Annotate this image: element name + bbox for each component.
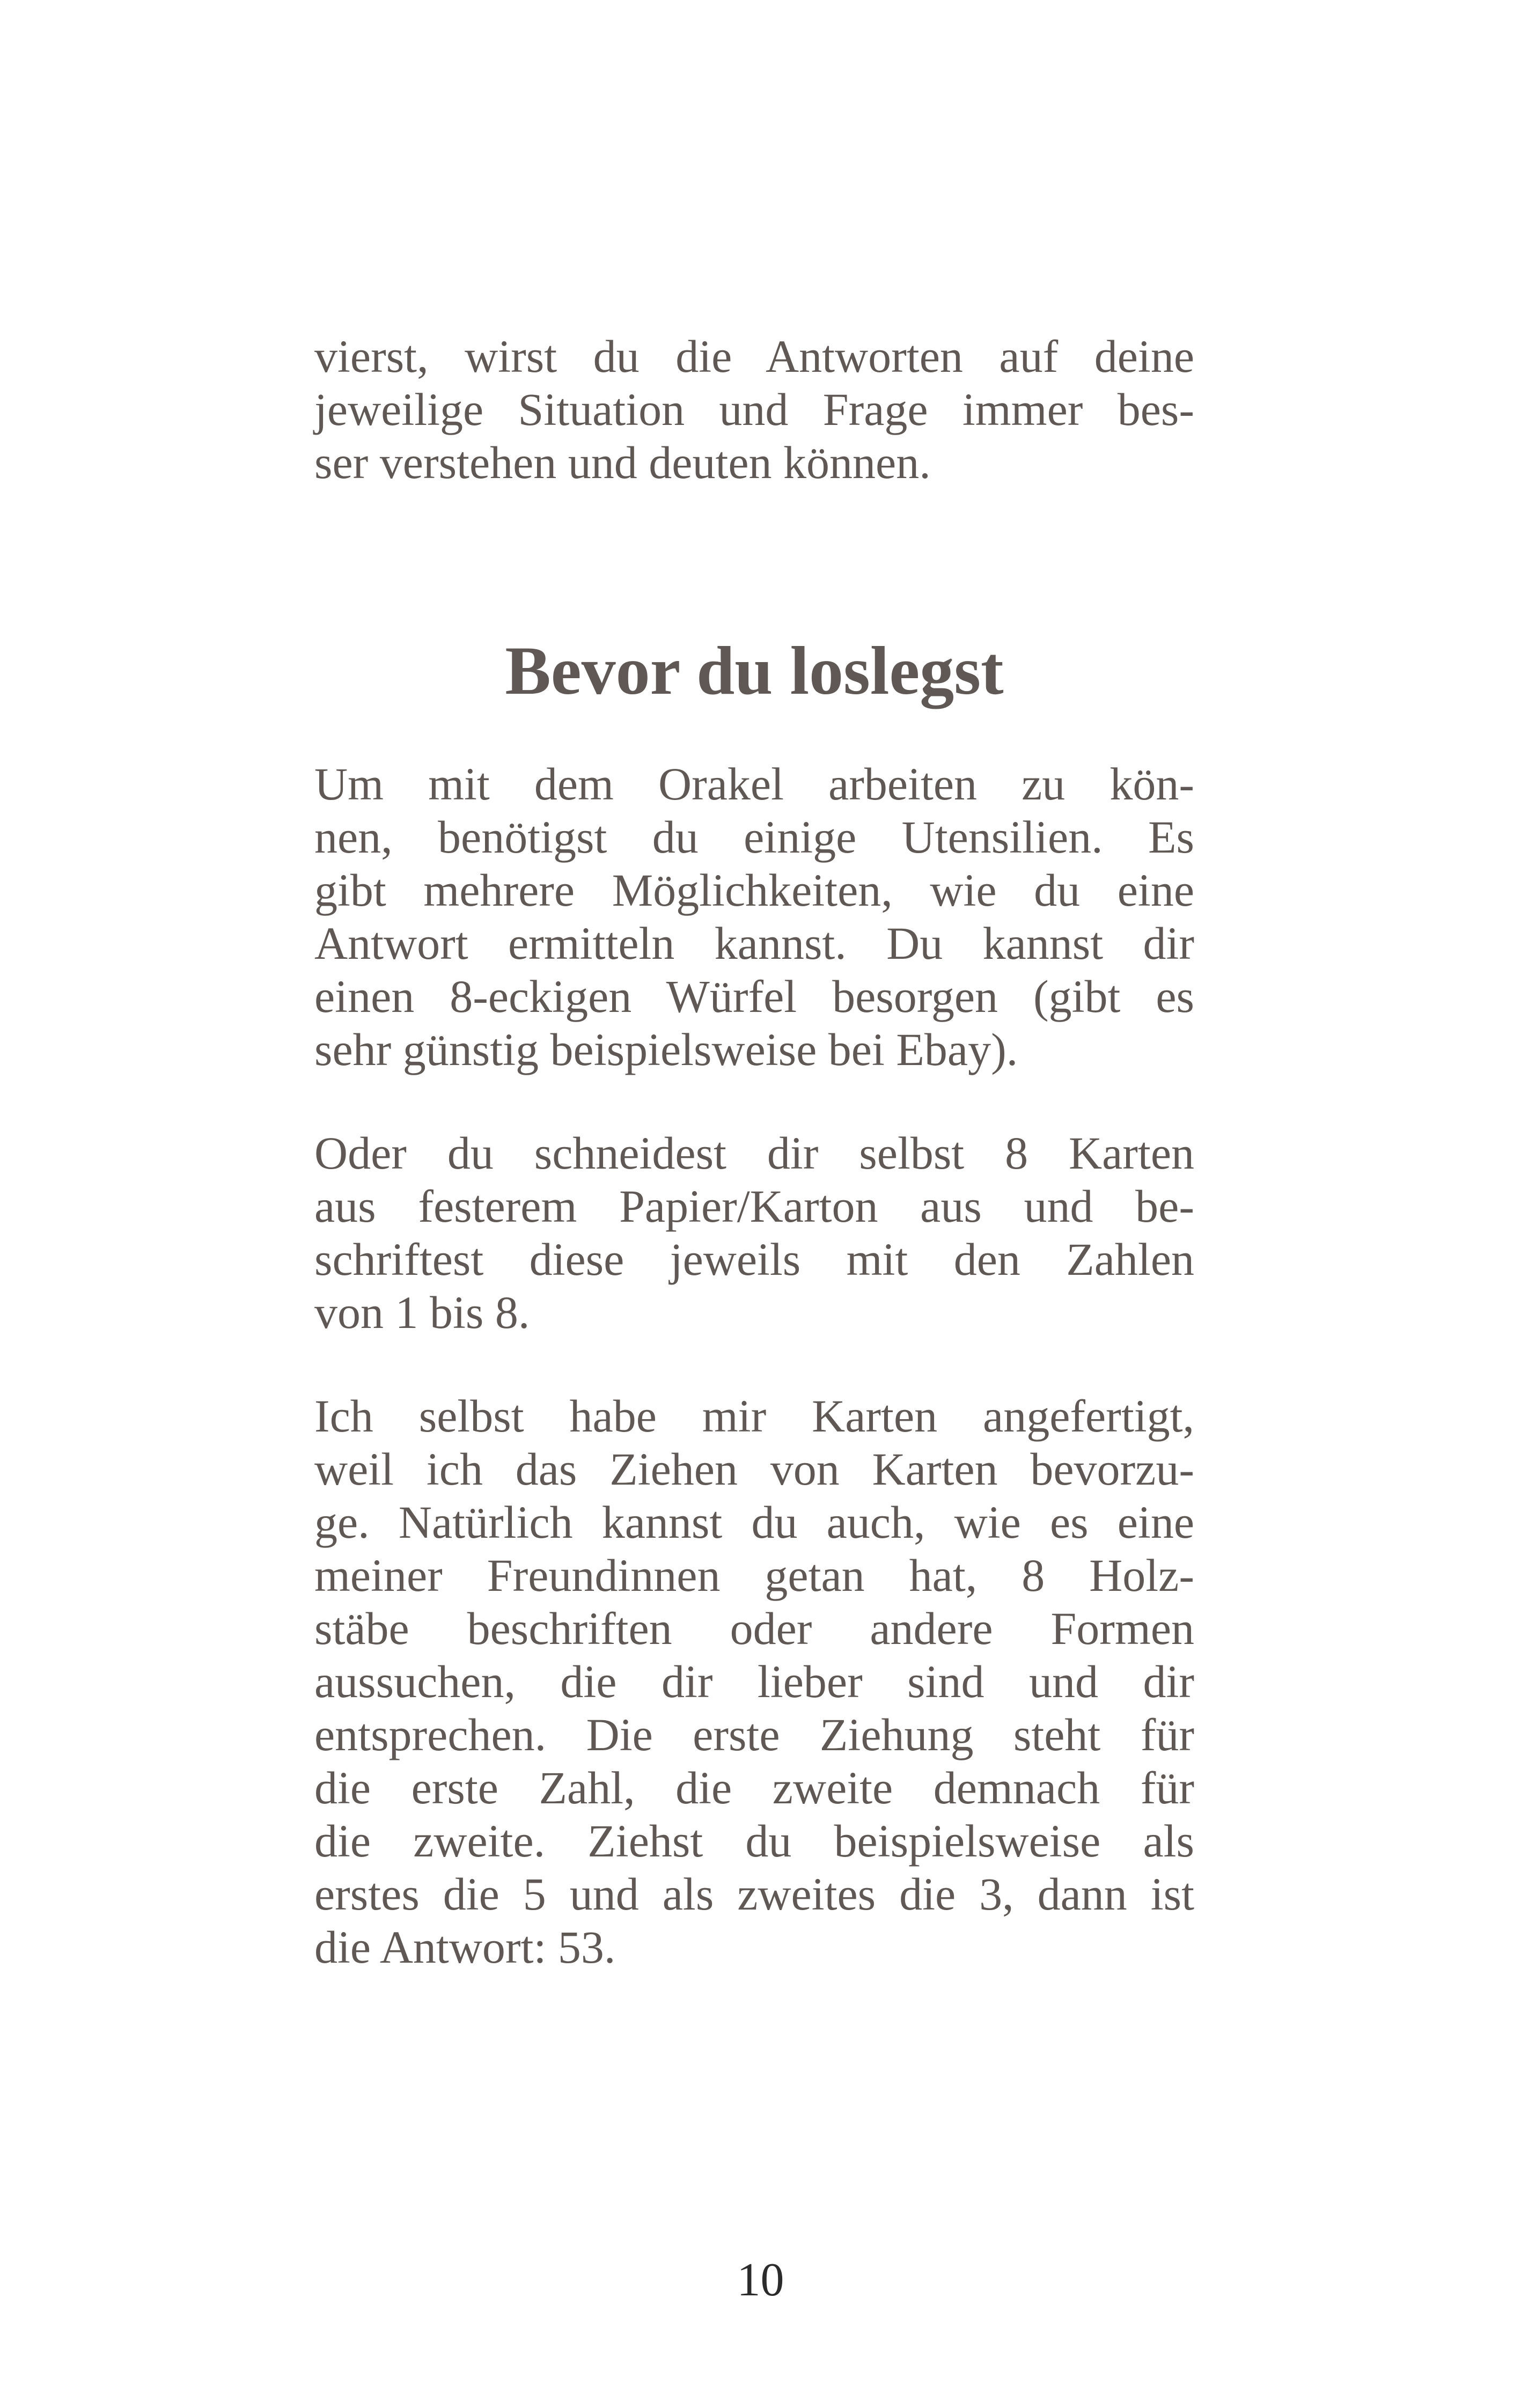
text-line: meiner Freundinnen getan hat, 8 Holz- (314, 1550, 1194, 1601)
paragraph-drawing (314, 1390, 1194, 1974)
text-line: stäbe beschriften oder andere Formen (314, 1603, 1194, 1654)
text-line: einen 8-eckigen Würfel besorgen (gibt es (314, 971, 1194, 1022)
section-heading: Bevor du loslegst (505, 633, 1004, 709)
intro-paragraph (314, 330, 1194, 489)
text-line: jeweilige Situation und Frage immer bes- (314, 384, 1194, 435)
paragraph-utensils (314, 758, 1194, 1076)
page-number: 10 (737, 2254, 784, 2306)
text-line: aus festerem Papier/Karton aus und be- (314, 1180, 1194, 1232)
text-line: sehr günstig beispielsweise bei Ebay). (314, 1024, 1018, 1075)
text-line: ge. Natürlich kannst du auch, wie es eine (314, 1496, 1194, 1548)
text-line: die erste Zahl, die zweite demnach für (314, 1762, 1194, 1814)
text-line: gibt mehrere Möglichkeiten, wie du eine (314, 864, 1194, 916)
text-line: aussuchen, die dir lieber sind und dir (314, 1656, 1194, 1707)
text-line: Antwort ermitteln kannst. Du kannst dir (314, 917, 1194, 969)
text-line: weil ich das Ziehen von Karten bevorzu- (314, 1443, 1194, 1495)
text-line: von 1 bis 8. (314, 1287, 530, 1338)
text-line: die Antwort: 53. (314, 1921, 616, 1973)
text-line: nen, benötigst du einige Utensilien. Es (314, 811, 1194, 863)
text-line: schriftest diese jeweils mit den Zahlen (314, 1234, 1194, 1285)
paragraph-cards (314, 1127, 1194, 1339)
text-line: die zweite. Ziehst du beispielsweise als (314, 1815, 1194, 1867)
text-line: ser verstehen und deuten können. (314, 437, 931, 488)
text-line: erstes die 5 und als zweites die 3, dann ist (314, 1868, 1194, 1920)
text-line: Um mit dem Orakel arbeiten zu kön- (314, 758, 1194, 810)
text-line: Ich selbst habe mir Karten angefertigt, (314, 1390, 1194, 1442)
text-line: Oder du schneidest dir selbst 8 Karten (314, 1127, 1194, 1179)
text-line: vierst, wirst du die Antworten auf deine (314, 331, 1194, 382)
text-line: entsprechen. Die erste Ziehung steht für (314, 1709, 1194, 1760)
